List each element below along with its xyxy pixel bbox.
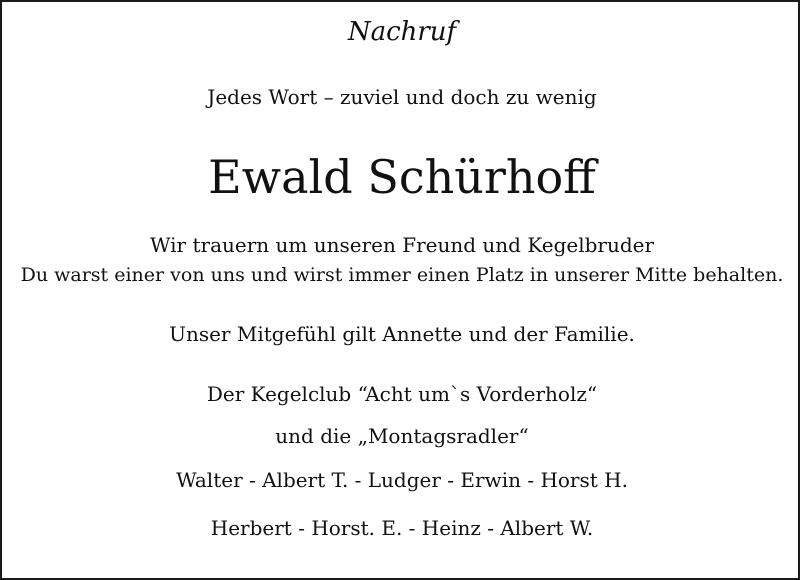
deceased-name: Ewald Schürhoff bbox=[208, 150, 596, 204]
condolence-line: Unser Mitgefühl gilt Annette und der Familie. bbox=[169, 322, 635, 346]
notice-motto: Jedes Wort – zuviel und doch zu wenig bbox=[207, 85, 597, 109]
sender-line-2: und die „Montagsradler“ bbox=[275, 424, 529, 448]
sender-line-1: Der Kegelclub “Acht um`s Vorderholz“ bbox=[206, 382, 598, 406]
tribute-line-1: Wir trauern um unseren Freund und Kegelbruder bbox=[149, 233, 655, 257]
tribute-line-2: Du warst einer von uns und wirst immer einen Platz in unserer Mitte behalten. bbox=[20, 264, 784, 286]
members-line-2: Herbert - Horst. E. - Heinz - Albert W. bbox=[210, 516, 594, 540]
members-line-1: Walter - Albert T. - Ludger - Erwin - Horst H. bbox=[176, 468, 628, 492]
notice-heading: Nachruf bbox=[347, 17, 457, 47]
